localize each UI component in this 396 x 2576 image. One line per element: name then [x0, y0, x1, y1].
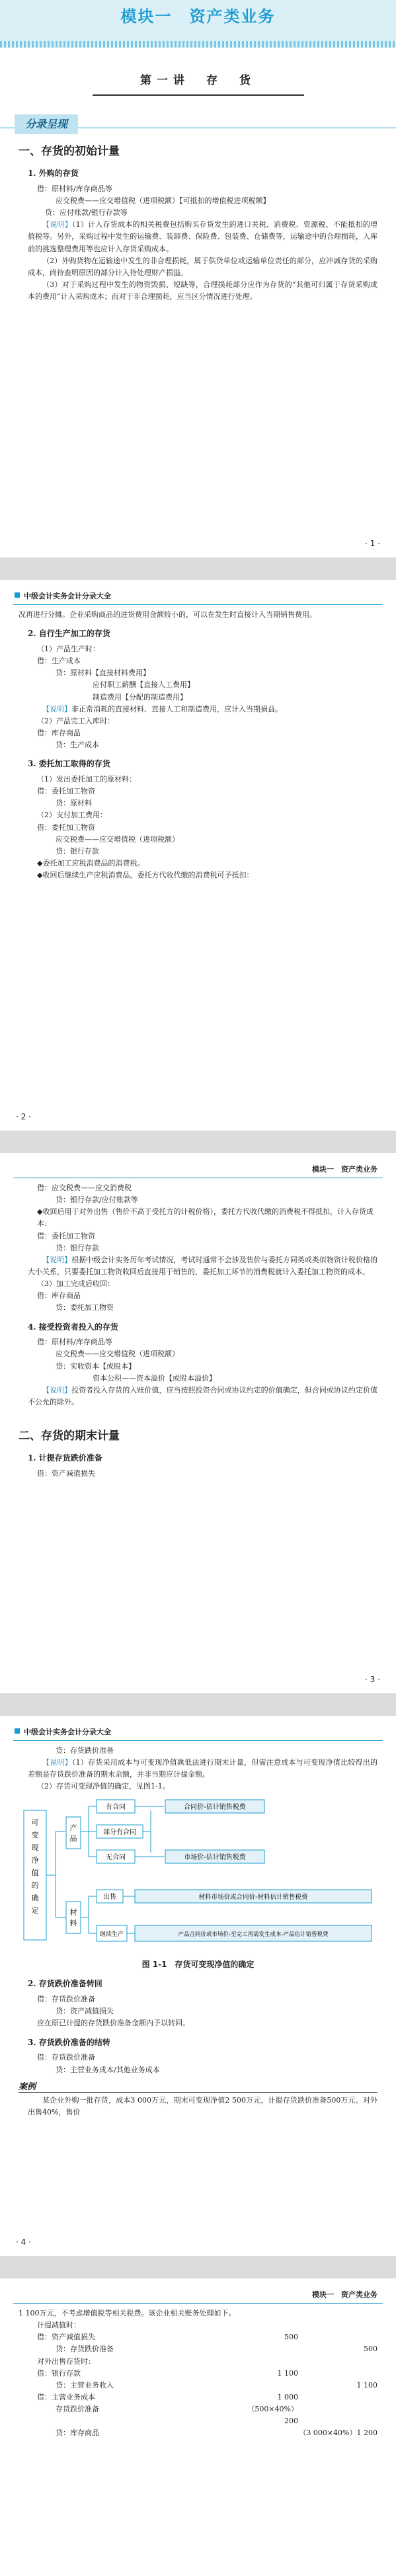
heading-initial-measure: 一、存货的初始计量 — [19, 145, 120, 159]
module-banner — [0, 0, 396, 48]
product-label: 产品 — [69, 1823, 77, 1843]
has-contract-label: 有合同 — [106, 1803, 126, 1811]
case-entry-row — [56, 2427, 377, 2439]
entry-line: （3）加工完成后收回： — [37, 1279, 114, 1289]
case-entry-k: 借：主营业务成本 — [37, 2392, 95, 2401]
case-entry-row — [37, 2392, 377, 2403]
heading-provision: 1. 计提存货跌价准备 — [28, 1453, 102, 1463]
contract-price-label: 合同价-估计销售税费 — [184, 1803, 246, 1811]
page-2 — [0, 580, 396, 1131]
entry-line: 贷：银行存款 — [56, 1243, 99, 1252]
header-square-icon — [15, 592, 20, 598]
entry-line: 贷：资产减值损失 — [56, 2007, 114, 2016]
diagram-left-char: 变 — [31, 1830, 39, 1839]
entry-line: 制造费用【分配的制造费用】 — [93, 692, 187, 702]
case-label: 案例 — [19, 2081, 36, 2092]
note-label: 【说明】 — [42, 704, 71, 713]
nrv-diagram — [19, 1797, 377, 1956]
running-header: 中级会计实务会计分录大全 — [0, 580, 396, 609]
case-entry-k: 借：银行存款 — [37, 2368, 81, 2378]
entry-line: 借：应交税费——应交消费税 — [37, 1184, 132, 1192]
case-entry-a1 — [245, 2343, 298, 2355]
note-para: 【说明】（1）存货采用成本与可变现净值孰低法进行期末计量，但需注意成本与可变现净值比较得出的差额是存货跌价准备的期末余额，并非当期应计提金额。 — [28, 1758, 377, 1779]
entry-line: 贷：银行存款 — [56, 846, 99, 856]
lecture-rule — [93, 94, 304, 96]
diagram-left-char: 确 — [31, 1893, 39, 1902]
heading-consigned: 3. 委托加工取得的存货 — [28, 759, 110, 769]
case-entry-a2: （3 000×40%）1 200 — [299, 2429, 377, 2438]
case-entry-k: 贷：库存商品 — [56, 2429, 99, 2438]
page-number: · 2 · — [16, 1112, 31, 1122]
case-entry-a2 — [298, 2403, 377, 2427]
entry-line: 借：资产减值损失 — [37, 1469, 95, 1478]
page-number: · 4 · — [16, 2237, 31, 2247]
lecture-title: 第一讲 存 货 — [140, 74, 256, 87]
entry-line: 应在原已计提的存货跌价准备金额内予以转回。 — [37, 2019, 190, 2028]
entry-line: ◆委托加工应税消费品的消费税。 — [37, 858, 145, 867]
note-para: 【说明】投资者投入存货的入账价值，应当按照投资合同或协议约定的价值确定，但合同或协议约定价值不公允的除外。 — [28, 1385, 378, 1407]
case-entry-a1: 500 — [284, 2333, 298, 2342]
case-entry-a2 — [298, 2331, 377, 2343]
produce-result-label: 产品合同价或市场价-至完工再需发生成本-产品估计销售税费 — [178, 1931, 329, 1938]
case-entry-row — [37, 2331, 377, 2343]
entry-line: 贷：实收资本【或股本】 — [56, 1361, 136, 1371]
entry-line: 贷：原材料【直接材料费用】 — [56, 668, 150, 678]
note-label: 【说明】 — [42, 1758, 72, 1767]
case-entry-a2 — [298, 2392, 377, 2403]
page-4 — [0, 1716, 396, 2256]
page-1 — [0, 0, 396, 557]
entry-line: 应交税费——应交增值税（进项税额） — [56, 834, 179, 844]
entry-line: 借：库存商品 — [37, 1291, 81, 1301]
case-entry-a2 — [298, 2356, 377, 2368]
case-text-cont: 1 100万元，不考虑增值税等相关税费。该企业相关账务处理如下。 — [19, 2309, 236, 2317]
entry-line: 贷：应付账款/银行存款等 — [45, 208, 128, 218]
market-price-label: 市场价-估计销售税费 — [184, 1853, 246, 1861]
figure-caption: 图 1-1 存货可变现净值的确定 — [141, 1959, 255, 1969]
note-label: 【说明】 — [42, 220, 72, 229]
entry-line: 借：库存商品 — [37, 728, 81, 737]
case-entry-k: 贷：主营业务收入 — [56, 2380, 114, 2390]
page-number: · 3 · — [365, 1675, 380, 1685]
case-entry-a1 — [245, 2380, 298, 2392]
case-entry-a1 — [245, 2356, 298, 2368]
case-entries — [19, 2331, 377, 2439]
entry-line: 借：委托加工物资 — [37, 1231, 95, 1240]
entry-line: ◆收回后继续生产应税消费品，委托方代收代缴的消费税可予抵扣： — [37, 871, 254, 880]
material-box — [66, 1902, 81, 1933]
entry-line: 借：原材料/库存商品等 — [37, 1338, 112, 1347]
diagram-left-char: 净 — [31, 1855, 39, 1865]
material-label: 材料 — [69, 1908, 77, 1927]
entry-line: （2）产品完工入库时： — [37, 716, 114, 725]
banner-stripe — [0, 41, 396, 48]
heading-reversal: 2. 存货跌价准备转回 — [28, 1979, 102, 1989]
note-para: （3）对于采购过程中发生的物资毁损、短缺等，合理损耗部分应作为存货的“其他可归属于存货采购成本的费用”计入采购成本；而对于非合理损耗，应当区分情况进行处理。 — [28, 280, 377, 302]
note-para: 【说明】非正常消耗的直接材料、直接人工和制造费用，应计入当期损益。 — [42, 704, 282, 713]
note-para: （2）外购货物在运输途中发生的非合理损耗，属于供货单位或运输单位责任的部分，应冲减存货的采购成本，尚待查明原因的部分计入待处理财产损溢。 — [28, 256, 377, 277]
entry-line: 计提减值时： — [37, 2321, 81, 2330]
running-header: 模块一 资产类业务 — [0, 2278, 396, 2308]
entry-line: 借：原材料/库存商品等 — [37, 184, 112, 193]
produce-label: 继续生产 — [99, 1931, 124, 1938]
entry-line: 借：委托加工物资 — [37, 787, 95, 796]
section-bar — [0, 114, 396, 134]
heading-self-produced: 2. 自行生产加工的存货 — [28, 629, 110, 639]
case-entry-row — [56, 2343, 377, 2355]
case-entry-a1: 1 000 — [277, 2392, 298, 2401]
entry-line: 借：存货跌价准备 — [37, 2053, 95, 2062]
case-entry-k: 贷：存货跌价准备 — [56, 2345, 114, 2354]
page-number: · 1 · — [365, 539, 380, 549]
section-tag: 分录呈现 — [15, 114, 78, 134]
case-entry-k: 存货跌价准备 — [56, 2405, 99, 2414]
diagram-left-char: 现 — [31, 1843, 39, 1852]
running-header: 中级会计实务会计分录大全 — [0, 1716, 396, 1745]
heading-period-end: 二、存货的期末计量 — [19, 1429, 120, 1443]
entry-line: 借：委托加工物资 — [37, 823, 95, 832]
case-bar — [0, 2080, 396, 2095]
heading-investor-input: 4. 接受投资者投入的存货 — [28, 1322, 118, 1332]
case-entry-a1: （500×40%）200 — [247, 2405, 298, 2426]
page-5 — [0, 2278, 396, 2576]
entry-line: （2）存货可变现净值的确定，见图1-1。 — [37, 1782, 170, 1791]
entry-line: （1）产品生产时： — [37, 644, 100, 653]
case-entry-row — [56, 2380, 377, 2392]
entry-line: 贷：原材料 — [56, 799, 92, 808]
case-entry-a2: 500 — [364, 2345, 377, 2354]
no-contract-label: 无合同 — [106, 1853, 126, 1861]
continued-para: 况再进行分摊。企业采购商品的进货费用金额较小的，可以在发生时直接计入当期销售费用。 — [19, 610, 317, 619]
entry-line: 资本公积——资本溢价【或股本溢价】 — [93, 1373, 216, 1383]
diagram-left-char: 定 — [31, 1906, 39, 1915]
entry-line: ◆收回后用于对外出售（售价不高于受托方的计税价格），委托方代收代缴的消费税不得抵扣，计入存货成本： — [37, 1207, 374, 1228]
module-title: 模块一 资产类业务 — [120, 7, 276, 26]
note-para: 【说明】根据中级会计实务历年考试情况，考试时通常不会涉及售价与委托方同类或类似物资计税价格的大小关系，只要委托加工物资收回后直接用于销售的，委托加工环节的消费税就计入委托加工物资的成本。 — [28, 1255, 378, 1276]
entry-line: （1）发出委托加工的原材料： — [37, 775, 136, 784]
diagram-left-char: 可 — [31, 1818, 39, 1827]
case-entry-a2 — [298, 2368, 377, 2380]
product-box — [66, 1817, 81, 1849]
sell-result-label: 材料市场价或合同价-材料估计销售税费 — [198, 1893, 308, 1901]
entry-line: 贷：主营业务成本/其他业务成本 — [56, 2065, 160, 2074]
entry-line: 应交税费——应交增值税（进项税额）【可抵扣的增值税进项税额】 — [56, 196, 270, 206]
entry-line: 借：存货跌价准备 — [37, 1995, 95, 2004]
diagram-left-char: 的 — [31, 1880, 39, 1890]
entry-line: 应付职工薪酬【直接人工费用】 — [93, 680, 194, 690]
heading-purchased: 1. 外购的存货 — [28, 169, 79, 179]
case-entry-a2: 1 100 — [356, 2380, 377, 2390]
case-entry-k: 对外出售存货时： — [37, 2356, 95, 2366]
entry-line: 贷：存货跌价准备 — [56, 1746, 114, 1755]
case-entry-a1 — [245, 2427, 298, 2439]
case-entry-row — [56, 2403, 377, 2427]
sell-label: 出售 — [103, 1893, 116, 1901]
page-3 — [0, 1153, 396, 1693]
entry-line: （2）支付加工费用： — [37, 811, 107, 820]
case-entry-a1: 1 100 — [277, 2368, 298, 2378]
entry-line: 贷：银行存款/应付账款等 — [56, 1195, 138, 1205]
header-square-icon — [15, 1728, 20, 1734]
entry-line: 贷：生产成本 — [56, 741, 99, 750]
running-header: 模块一 资产类业务 — [0, 1153, 396, 1182]
entry-line: 借：生产成本 — [37, 657, 81, 666]
case-entry-row — [37, 2368, 377, 2380]
case-entry-k: 借：资产减值损失 — [37, 2333, 95, 2342]
partial-contract-label: 部分有合同 — [103, 1828, 136, 1836]
note-label: 【说明】 — [42, 1385, 72, 1394]
note-label: 【说明】 — [42, 1255, 72, 1264]
entry-line: 贷：委托加工物资 — [56, 1303, 114, 1312]
case-text: 某企业外购一批存货，成本3 000万元，期末可变现净值2 500万元，计提存货跌价准备500万元。对外出售40%，售价 — [28, 2095, 377, 2116]
diagram-left-char: 值 — [31, 1868, 39, 1877]
entry-line: 应交税费——应交增值税（进项税额） — [56, 1349, 179, 1359]
note-para: 【说明】（1）计入存货成本的相关税费包括购买存货发生的进口关税、消费税、资源税、不能抵扣的增值税等。另外，采购过程中发生的运输费、装卸费、保险费、包装费、仓储费等，运输途中的合理损耗，入库前的挑选整理费用等也应计入存货采购成本。 — [28, 220, 377, 253]
case-entry-row — [37, 2356, 377, 2368]
heading-carryover: 3. 存货跌价准备的结转 — [28, 2037, 110, 2047]
